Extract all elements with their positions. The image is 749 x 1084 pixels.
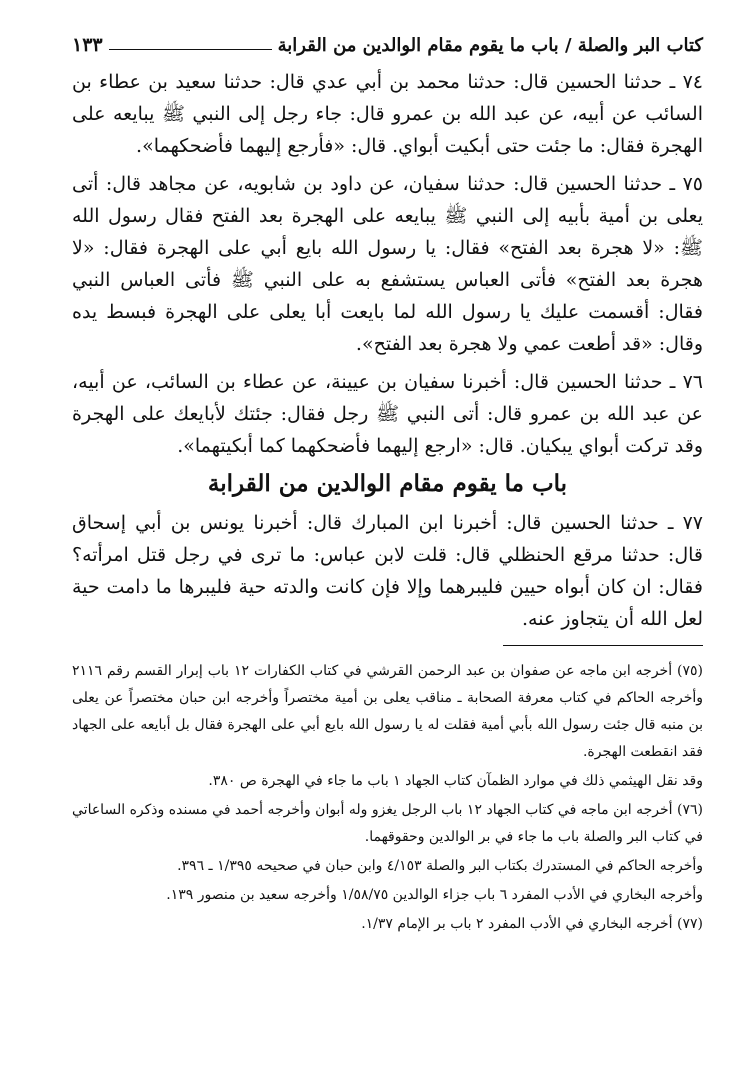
footnote-text: وقد نقل الهيثمي ذلك في موارد الظمآن كتاب الجهاد ١ باب ما جاء في الهجرة ص ٣٨٠.: [208, 773, 703, 789]
page-number: ١٣٣: [72, 34, 103, 56]
hadith-74: ٧٤ ـ حدثنا الحسين قال: حدثنا محمد بن أبي عدي قال: حدثنا سعيد بن عطاء بن السائب عن أبيه، عن عبد الله بن عمرو قال: جاء رجل إلى النبي ﷺ يبايعه على الهجرة فقال: ما جئت حتى أبكيت أبواي. قال: «فأرجع إليهما فأضحكهما».: [72, 71, 703, 157]
hadith-76: ٧٦ ـ حدثنا الحسين قال: أخبرنا سفيان بن عيينة، عن عطاء بن السائب، عن أبيه، عن عبد الله بن عمرو قال: أتى النبي ﷺ رجل فقال: جئتك لأبايعك على الهجرة وقد تركت أبواي يبكيان. قال: «ارجع إليهما فأضحكهما كما أبكيتهما».: [72, 371, 703, 457]
footnote-76: [72, 797, 703, 851]
header-rule: [109, 49, 272, 50]
footnote-77: [72, 911, 703, 938]
footnote-76-continuation: [72, 853, 703, 880]
section-title: باب ما يقوم مقام الوالدين من القرابة: [207, 470, 568, 497]
page-header: [72, 30, 703, 56]
footnote-text: (٧٧) أخرجه البخاري في الأدب المفرد ٢ باب بر الإمام ١/٣٧.: [361, 916, 703, 932]
footnote-76-continuation: [72, 882, 703, 909]
footnote-text: وأخرجه الحاكم في المستدرك بكتاب البر والصلة ٤/١٥٣ وابن حبان في صحيحه ١/٣٩٥ ـ ٣٩٦.: [177, 858, 703, 874]
footnote-separator: [503, 645, 703, 646]
footnote-75-continuation: [72, 768, 703, 795]
hadith-77: ٧٧ ـ حدثنا الحسين قال: أخبرنا ابن المبارك قال: أخبرنا يونس بن أبي إسحاق قال: حدثنا مرقع الحنظلي قال: قلت لابن عباس: ما ترى في رجل قتل امرأته؟ فقال: ان كان أبواه حيين فليبرهما وإلا فإن كانت والدته حية فليبرها ما دامت حية لعل الله أن يتجاوز عنه.: [72, 512, 703, 630]
footnotes: [72, 658, 703, 938]
running-title: كتاب البر والصلة / باب ما يقوم مقام الوالدين من القرابة: [277, 35, 703, 56]
footnote-text: (٧٦) أخرجه ابن ماجه في كتاب الجهاد ١٢ باب الرجل يغزو وله أبوان وأخرجه أحمد في مسنده وذكره الساعاتي في كتاب البر والصلة باب ما جاء في بر الوالدين وحقوقهما.: [72, 802, 703, 845]
footnote-text: وأخرجه البخاري في الأدب المفرد ٦ باب جزاء الوالدين ١/٥٨/٧٥ وأخرجه سعيد بن منصور ١٣٩.: [166, 887, 703, 903]
footnote-75: [72, 658, 703, 766]
footnote-text: (٧٥) أخرجه ابن ماجه عن صفوان بن عبد الرحمن القرشي في كتاب الكفارات ١٢ باب إبرار القسم رقم ٢١١٦ وأخرجه الحاكم في كتاب معرفة الصحابة ـ مناقب يعلى بن أمية مختصراً وأخرجه ابن حبان مختصراً عن يعلى بن منبه قال جئت رسول الله بأبي أمية فقلت له يا رسول الله بايع أبي على الهجرة فقال بل أبايعه على الجهاد فقد انقطعت الهجرة.: [72, 663, 703, 760]
hadith-75: ٧٥ ـ حدثنا الحسين قال: حدثنا سفيان، عن داود بن شابويه، عن مجاهد قال: أتى يعلى بن أمية بأبيه إلى النبي ﷺ يبايعه على الهجرة بعد الفتح فقال رسول الله ﷺ: «لا هجرة بعد الفتح» فقال: يا رسول الله بايع أبي على الهجرة فقال: «لا هجرة بعد الفتح» فأتى العباس يستشفع به على النبي ﷺ فأتى العباس النبي فقال: أقسمت عليك يا رسول الله لما بايعت أبا يعلى على الهجرة فبسط يده وقال: «قد أطعت عمي ولا هجرة بعد الفتح».: [72, 173, 703, 355]
